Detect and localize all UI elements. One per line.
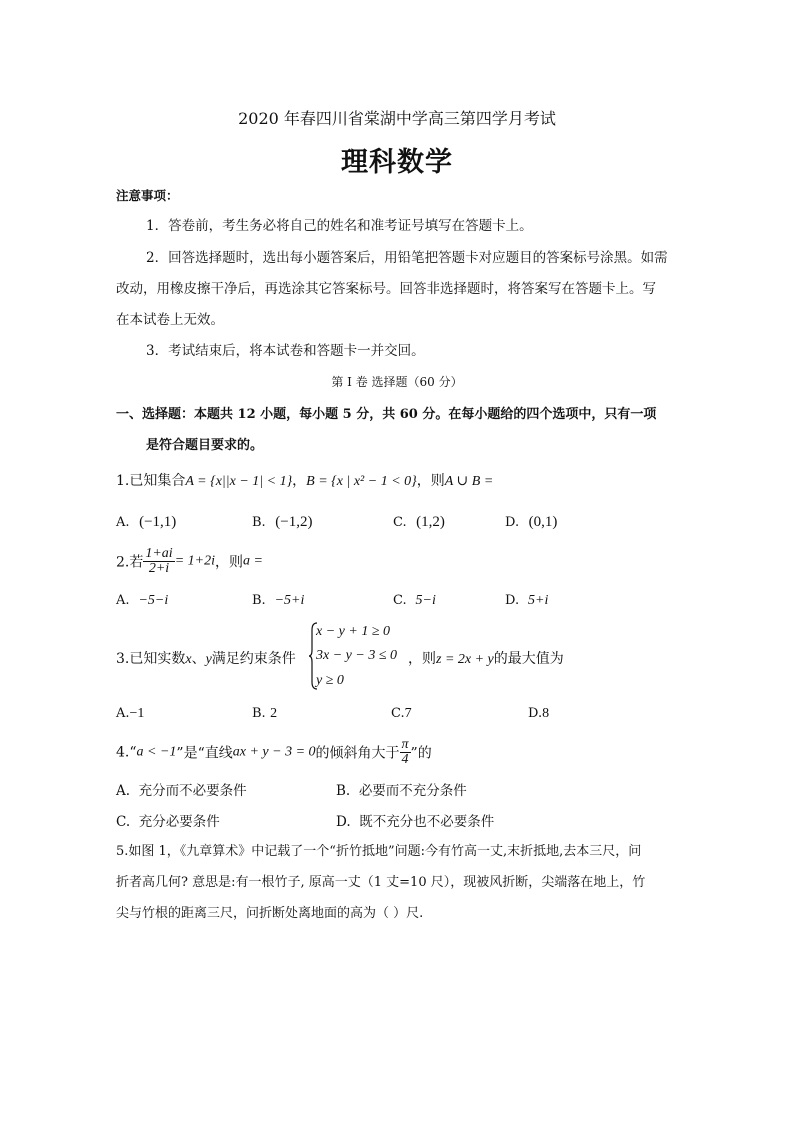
exam-title: 2020 年春四川省棠湖中学高三第四学月考试 <box>238 109 556 128</box>
q2-fraction <box>143 547 174 576</box>
q1-set-a: A = {x||x − 1| < 1} <box>185 474 293 489</box>
notice-item-3: 3．考试结束后，将本试卷和答题卡一并交回。 <box>146 343 425 359</box>
q2-option-c: C. 5−i <box>393 593 436 608</box>
q3-var-x: x <box>185 652 192 667</box>
question-5-line-3: 尖与竹根的距离三尺，问折断处离地面的高为（ ）尺. <box>116 906 424 921</box>
q3-option-c: C.7 <box>391 706 412 721</box>
q2-rhs: = 1+2i <box>174 553 215 569</box>
question-4-stem: 4.“a < −1”是“直线ax + y − 3 = 0的倾斜角大于 $\frac{\pi}{4}$ ”的 <box>116 737 432 767</box>
question-5-line-2: 折者高几何? 意思是:有一根竹子, 原高一丈（1 丈=10 尺），现被风折断，尖端落在地上，竹 <box>116 875 646 890</box>
q2-option-b: B. −5+i <box>252 593 305 608</box>
q1-suffix: ，则 <box>416 473 445 489</box>
q1-option-c: C. (1,2) <box>393 514 445 530</box>
q2-denominator: 2+i <box>148 561 170 576</box>
question-3-suffix: ，则z = 2x + y的最大值为 <box>408 651 564 667</box>
q2-ask: a = <box>243 553 263 569</box>
q2-option-d: D. 5+i <box>505 593 549 608</box>
section-instruction-line-2: 是符合题目要求的。 <box>146 438 264 453</box>
q4-option-c: C. 充分必要条件 <box>116 814 220 830</box>
q4-option-a: A. 充分而不必要条件 <box>116 783 247 799</box>
question-1-stem <box>116 470 493 490</box>
exam-subject: 理科数学 <box>341 147 453 178</box>
notice-heading: 注意事项： <box>116 188 179 203</box>
q4-condition: a < −1 <box>136 744 177 760</box>
q4-option-b: B. 必要而不充分条件 <box>336 783 467 799</box>
q1-set-b: B = {x | x² − 1 < 0} <box>306 474 417 489</box>
notice-item-2-line-1: 2．回答选择题时，选出每小题答案后，用铅笔把答题卡对应题目的答案标号涂黑。如需 <box>146 250 668 266</box>
q1-option-a: A. (−1,1) <box>116 514 177 530</box>
q3-var-y: y <box>205 652 212 667</box>
notice-item-2-line-2: 改动，用橡皮擦干净后，再选涂其它答案标号。回答非选择题时，将答案写在答题卡上。写 <box>116 281 656 297</box>
q3-constraint-3: y ≥ 0 <box>316 673 344 688</box>
notice-item-1: 1．答卷前，考生务必将自己的姓名和准考证号填写在答题卡上。 <box>146 218 533 234</box>
q1-union: A ∪ B = <box>444 474 494 489</box>
q4-fraction: $\frac{\pi}{4}$ <box>401 737 409 767</box>
q4-line-equation: ax + y − 3 = 0 <box>232 744 316 760</box>
q2-numerator: 1+ai <box>145 546 173 561</box>
q3-option-b: B. 2 <box>252 706 278 721</box>
question-3-prefix: 3.已知实数x、y满足约束条件 <box>116 651 296 667</box>
q1-option-b: B. (−1,2) <box>252 514 313 530</box>
q1-option-d: D. (0,1) <box>505 514 558 530</box>
q2-option-a: A. −5−i <box>116 593 169 608</box>
q3-objective: z = 2x + y <box>436 652 494 667</box>
q2-suffix: ，则 <box>215 554 243 571</box>
q3-constraint-2: 3x − y − 3 ≤ 0 <box>316 648 398 663</box>
q2-prefix: 2.若 <box>116 554 144 571</box>
section-instruction-line-1: 一、选择题：本题共 12 小题，每小题 5 分，共 60 分。在每小题给的四个选项中，只有一项 <box>116 407 657 422</box>
q3-option-d: D.8 <box>528 706 550 721</box>
q3-option-a: A.−1 <box>116 706 145 721</box>
q4-option-d: D. 既不充分也不必要条件 <box>336 814 495 830</box>
question-2-stem <box>116 547 263 576</box>
q3-constraint-1: x − y + 1 ≥ 0 <box>316 624 391 639</box>
question-5-line-1: 5.如图 1，《九章算术》中记载了一个“折竹抵地”问题:今有竹高一丈,末折抵地,去本三尺，问 <box>116 844 642 859</box>
notice-item-2-line-3: 在本试卷上无效。 <box>116 312 224 328</box>
q1-prefix: 1.已知集合 <box>116 473 186 489</box>
section-title: 第 I 卷 选择题（60 分） <box>331 375 463 389</box>
q1-comma: ， <box>292 473 307 489</box>
